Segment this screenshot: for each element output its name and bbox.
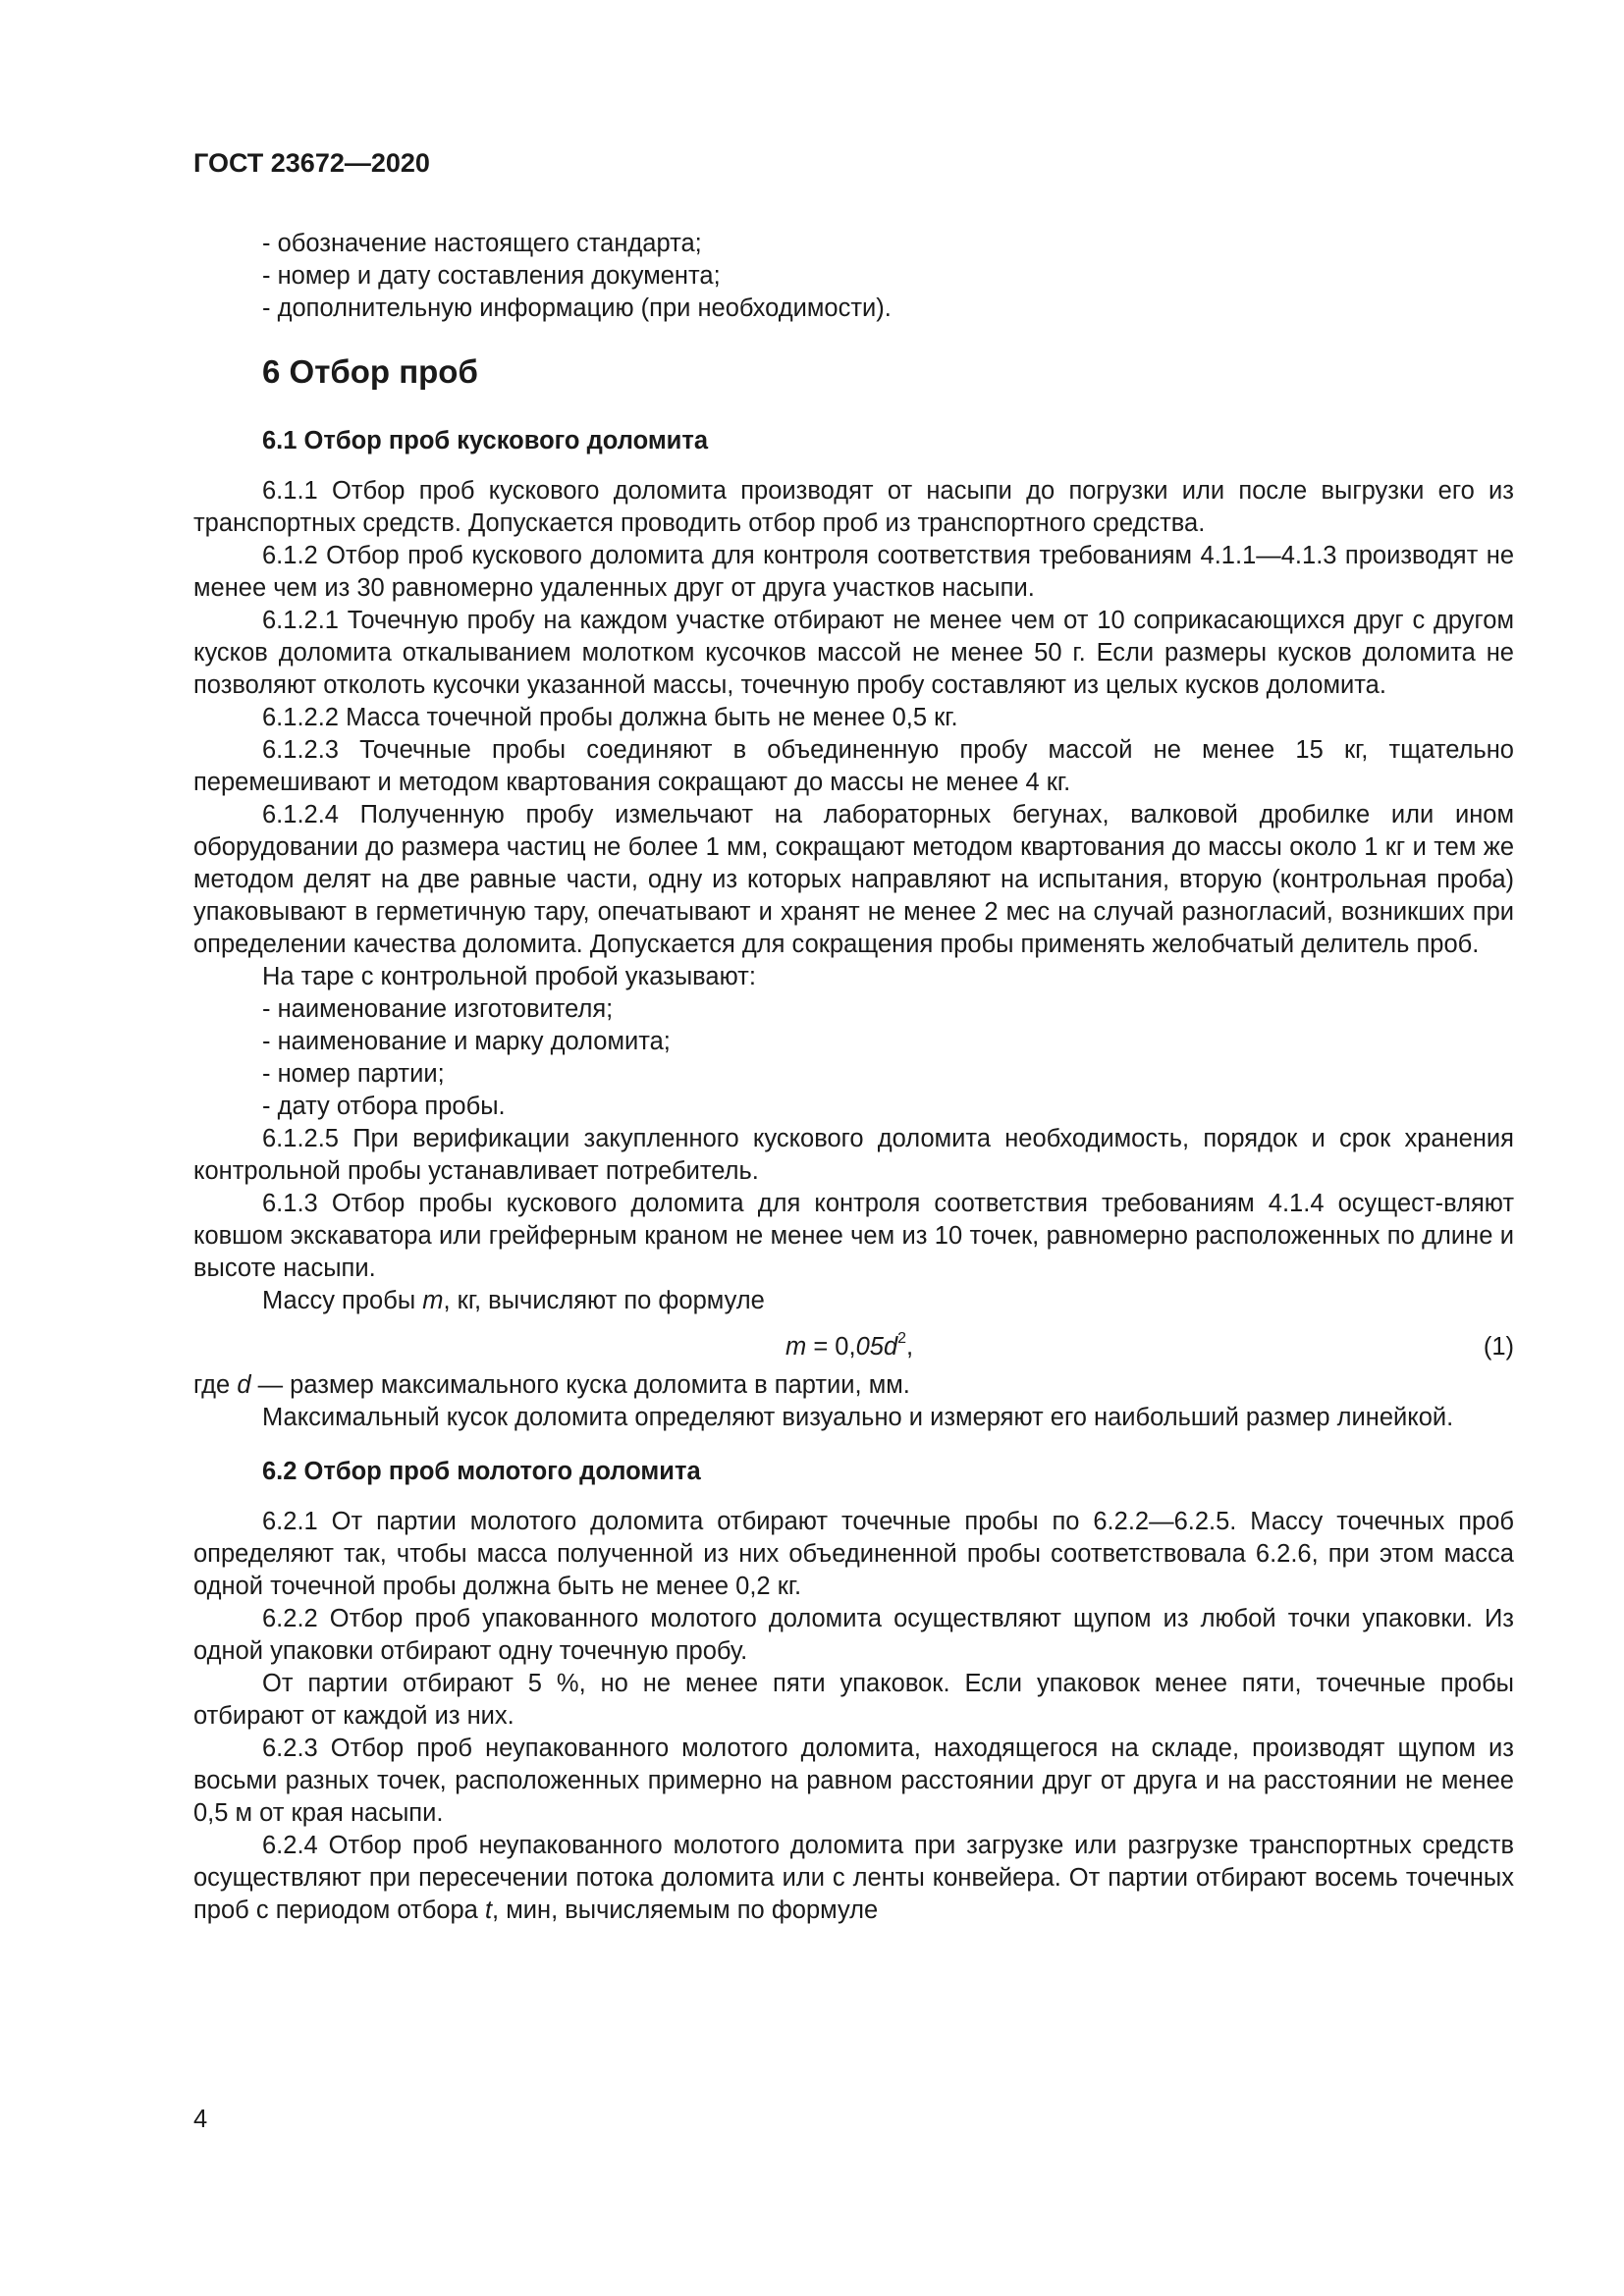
list-item: - наименование изготовителя; bbox=[262, 995, 614, 1023]
paragraph-6-2-3: 6.2.3 Отбор проб неупакованного молотого доломита, находящегося на складе, производят щупом из восьми разных точек, расположенных примерно на равном расстоянии друг от друга и на расстоянии не менее 0,5 м от края насыпи. bbox=[193, 1735, 1514, 1827]
list-item: - наименование и марку доломита; bbox=[262, 1028, 671, 1055]
paragraph-6-1-1: 6.1.1 Отбор проб кускового доломита производят от насыпи до погрузки или после выгрузки его из транспортных средств. Допускается проводить отбор проб из транспортного средства. bbox=[193, 477, 1514, 537]
p624-text: 6.2.4 Отбор проб неупакованного молотого доломита при загрузке или разгрузке транспортных средств осуществляют при пересечении потока доломита или с ленты конвейера. От партии отбирают восемь точечных проб с периодом отбора bbox=[193, 1832, 1514, 1924]
formula-lhs: m bbox=[785, 1333, 807, 1361]
document-code-header: ГОСТ 23672—2020 bbox=[193, 148, 430, 178]
list-item: - дополнительную информацию (при необходимости). bbox=[262, 294, 892, 322]
document-body bbox=[193, 228, 1514, 1927]
formula-coef: 05 bbox=[855, 1333, 884, 1361]
list-item: - номер и дату составления документа; bbox=[262, 262, 721, 290]
section-6-2-title: 6.2 Отбор проб молотого доломита bbox=[262, 1458, 701, 1485]
tare-intro: На таре с контрольной пробой указывают: bbox=[262, 963, 756, 990]
page-number: 4 bbox=[193, 2106, 208, 2133]
intro-list bbox=[193, 228, 1514, 325]
paragraph-6-2-1: 6.2.1 От партии молотого доломита отбирают точечные пробы по 6.2.2—6.2.5. Массу точечных проб определяют так, чтобы масса полученной из них объединенной пробы соответствовала 6.2.6, при этом масса одной точечной пробы должна быть не менее 0,2 кг. bbox=[193, 1508, 1514, 1600]
list-item: - номер партии; bbox=[262, 1060, 445, 1088]
mass-variable: m bbox=[422, 1287, 444, 1314]
paragraph-6-1-2-1: 6.1.2.1 Точечную пробу на каждом участке отбирают не менее чем от 10 соприкасающихся друг с другом кусков доломита откалыванием молотком кусочков массой не менее 50 г. Если размеры кусков доломита не позволяют отколоть кусочки указанной массы, точечную пробу составляют из целых кусков доломита. bbox=[193, 607, 1514, 699]
paragraph-max-piece: Максимальный кусок доломита определяют визуально и измеряют его наибольший размер линейкой. bbox=[262, 1404, 1454, 1431]
formula-var: d bbox=[883, 1333, 898, 1361]
mass-intro-text: Массу пробы bbox=[262, 1287, 423, 1314]
where-text: где bbox=[193, 1371, 238, 1399]
section-6-title: 6 Отбор проб bbox=[262, 353, 478, 390]
paragraph-6-2-2: 6.2.2 Отбор проб упакованного молотого доломита осуществляют щупом из любой точки упаковки. Из одной упаковки отбирают одну точечную пробу. bbox=[193, 1605, 1514, 1665]
period-variable: t bbox=[484, 1896, 493, 1924]
where-tail: — размер максимального куска доломита в партии, мм. bbox=[250, 1371, 910, 1399]
mass-formula-intro bbox=[193, 1285, 1514, 1317]
section-6-1-title: 6.1 Отбор проб кускового доломита bbox=[262, 427, 709, 454]
paragraph-6-1-2-3: 6.1.2.3 Точечные пробы соединяют в объединенную пробу массой не менее 15 кг, тщательно перемешивают и методом квартования сокращают до массы не менее 4 кг. bbox=[193, 736, 1514, 796]
p624-tail: , мин, вычисляемым по формуле bbox=[492, 1896, 879, 1924]
formula-1 bbox=[193, 1331, 1514, 1363]
formula-tail: , bbox=[906, 1333, 914, 1361]
paragraph-6-1-2-5: 6.1.2.5 При верификации закупленного кускового доломита необходимость, порядок и срок хранения контрольной пробы устанавливает потребитель. bbox=[193, 1125, 1514, 1185]
paragraph-6-1-3: 6.1.3 Отбор пробы кускового доломита для контроля соответствия требованиям 4.1.4 осущест-вляют ковшом экскаватора или грейферным краном не менее чем из 10 точек, равномерно расположенных по длине и высоте насыпи. bbox=[193, 1190, 1514, 1282]
where-variable: d bbox=[237, 1371, 251, 1399]
paragraph-5-percent: От партии отбирают 5 %, но не менее пяти упаковок. Если упаковок менее пяти, точечные пробы отбирают от каждой из них. bbox=[193, 1670, 1514, 1730]
list-item: - дату отбора пробы. bbox=[262, 1093, 506, 1120]
formula-number: (1) bbox=[1483, 1333, 1514, 1361]
paragraph-6-2-4 bbox=[193, 1830, 1514, 1927]
tare-list bbox=[193, 993, 1514, 1123]
formula-where bbox=[193, 1369, 1514, 1402]
paragraph-6-1-2: 6.1.2 Отбор проб кускового доломита для контроля соответствия требованиям 4.1.1—4.1.3 производят не менее чем из 30 равномерно удаленных друг от друга участков насыпи. bbox=[193, 542, 1514, 602]
formula-expression bbox=[785, 1331, 913, 1363]
paragraph-6-1-2-2: 6.1.2.2 Масса точечной пробы должна быть не менее 0,5 кг. bbox=[262, 704, 958, 731]
list-item: - обозначение настоящего стандарта; bbox=[262, 230, 702, 257]
mass-intro-tail: , кг, вычисляют по формуле bbox=[443, 1287, 765, 1314]
paragraph-6-1-2-4: 6.1.2.4 Полученную пробу измельчают на лабораторных бегунах, валковой дробилке или ином оборудовании до размера частиц не более 1 мм, сокращают методом квартования до массы около 1 кг и тем же методом делят на две равные части, одну из которых направляют на испытания, вторую (контрольная проба) упаковывают в герметичную тару, опечатывают и хранят не менее 2 мес на случай разногласий, возникших при определении качества доломита. Допускается для сокращения пробы применять желобчатый делитель проб. bbox=[193, 801, 1514, 958]
formula-eq: = 0, bbox=[806, 1333, 856, 1361]
formula-exponent: 2 bbox=[897, 1329, 907, 1347]
